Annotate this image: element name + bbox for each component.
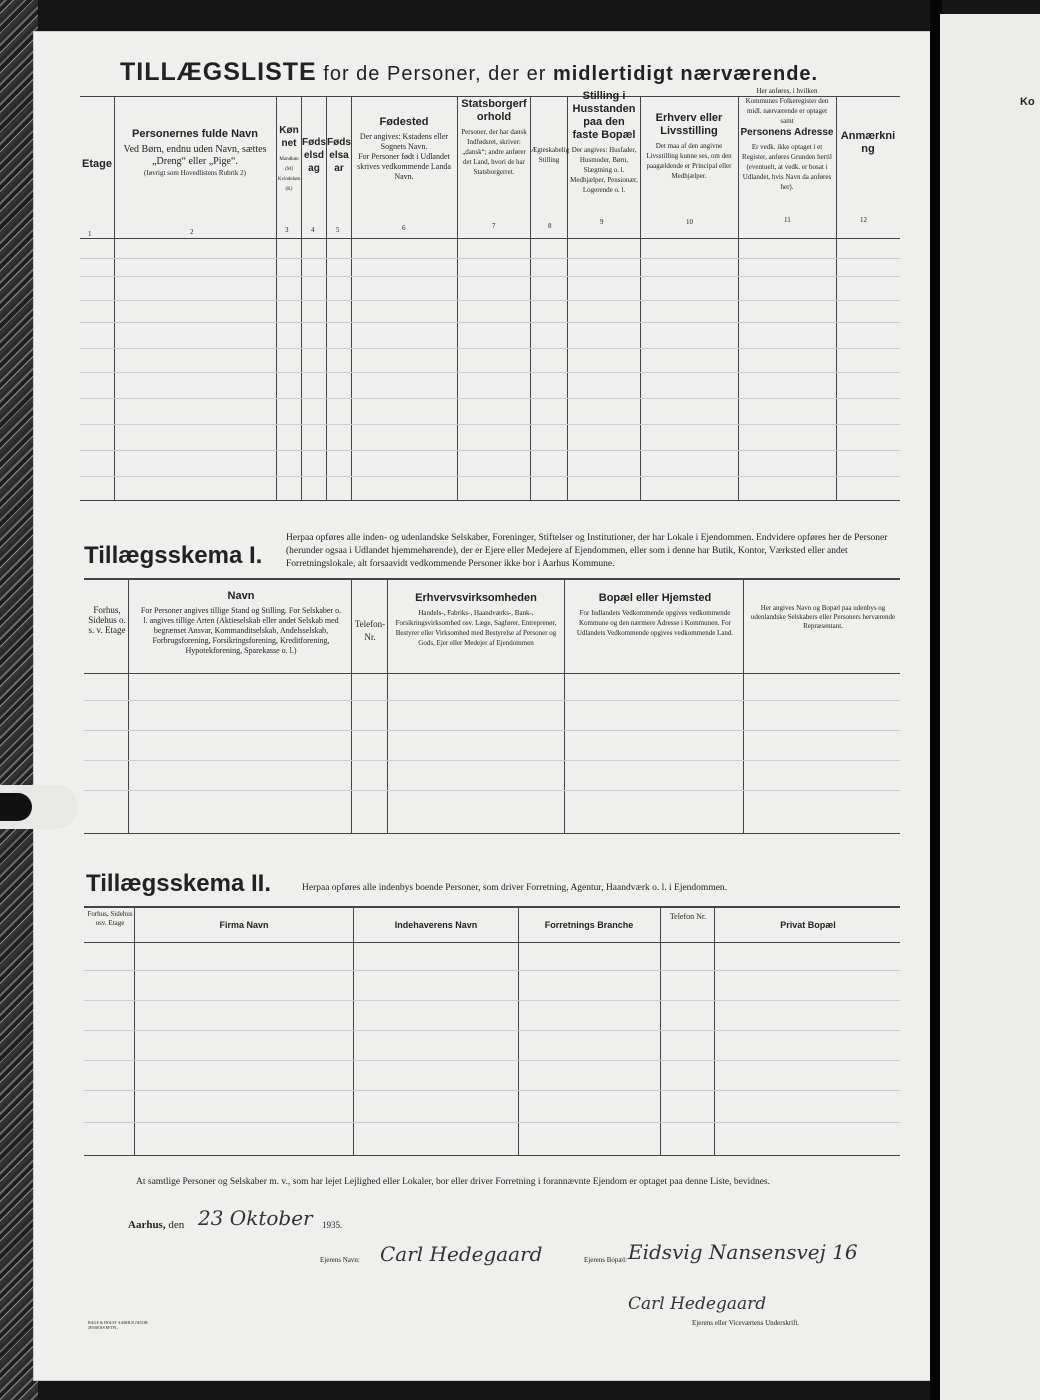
col-household-header: Stilling i Husstanden paa den faste Bopæl Der angives: Husfader, Husmoder, Børn, Slægtning o. l. Medhjælper, Pensionær, Logerende o. l. — [570, 90, 638, 194]
declaration-text: At samtlige Personer og Selskaber m. v., som har lejet Lejlighed eller Lokaler, bor eller driver Forretning i forannævnte Ejendom er optaget paa denne Liste, bevidnes. — [136, 1177, 770, 1187]
col-address-header: Her anføres, i hvilken Kommunes Folkeregister den midl. nærværende er optaget samt Personens Adresse Er vedk. ikke optaget i et Register, anføres Grunden hertil (eventuelt, at vedk. er bosat i Udlandet, hvis Navn da anføres her). — [740, 87, 834, 191]
owner-address-handwritten: Eidsvig Nansensvej 16 — [628, 1240, 858, 1264]
skema1-phone-header: Telefon-Nr. — [354, 619, 386, 642]
skema1-business-header: Erhvervsvirksomheden Handels-, Fabriks-, Haandværks-, Bank-, Forsikringsvirksomhed osv. Læge, Sagfører, Entreprenør, Bestyrer eller Virksomhed med Bestyrelse af Personer og Gods, Ejer eller Medejer af Ejendommen — [395, 592, 557, 647]
skema2-intro: Herpaa opføres alle indenbys boende Personer, som driver Forretning, Agentur, Haandværk o. l. i Ejendommen. — [302, 883, 728, 893]
signature-handwritten: Carl Hedegaard — [628, 1294, 767, 1314]
skema2-owner-header: Indehaverens Navn — [394, 920, 478, 930]
date-handwritten: 23 Oktober — [198, 1206, 313, 1230]
skema1-floor-header: Forhus, Sidehus o. s. v. Etage — [88, 605, 126, 635]
col-citizenship-header: Statsborgerforhold Personer, der har dansk Indfødsret, skriver: „dansk“; andre anfører det Land, hvori de har Statsborgerret. — [461, 98, 527, 176]
col-etage-header: Etage — [82, 158, 112, 170]
col-marital-header: Ægteskabelig Stilling — [531, 146, 570, 164]
marbled-binding — [0, 0, 38, 1400]
owner-name-label: Ejerens Navn: — [320, 1256, 360, 1264]
table-header-rule — [80, 238, 900, 239]
skema2-firm-header: Firma Navn — [219, 920, 269, 930]
skema1-rep-header: Her angives Navn og Bopæl paa udenbys og udenlandske Selskabers eller Personers herværende Repræsentant. — [750, 604, 896, 630]
skema1-intro: Herpaa opføres alle inden- og udenlandske Selskaber, Foreninger, Stiftelser og Institutioner, der har Lokale i Ejendommen. Endvidere opføres her de Personer (herunder ogsaa i Udlandet hjemmehørende), der er Ejere eller Medejere af Ejendommen, eller som i denne har Butik, Kontor, Værksted eller andet Forretningslokale, alt forsaavidt vedkommende Personer ikke bor i Aarhus Kommune. — [286, 533, 888, 569]
page-title: TILLÆGSLISTE for de Personer, der er midlertidigt nærværende. — [120, 58, 819, 86]
skema1-name-header: Navn For Personer angives tillige Stand og Stilling. For Selskaber o. l. angives tillige Arten (Aktieselskab eller andet Selskab med begrænset Ansvar, Kommanditselskab, Andelsselskab, Forbrugsforening, Forsikringsforening, Kreditforening, Hypotekforening, Sparekasse o. l.) — [140, 590, 342, 655]
col-birthyear-header: Fødselsaar — [327, 137, 351, 174]
next-page-text: Ko — [1020, 96, 1035, 108]
col-birthday-header: Fødselsdag — [302, 137, 326, 174]
owner-address-label: Ejerens Bopæl: — [584, 1256, 627, 1264]
col-gender-header: Kønnet Mandkøn (M) Kvindekøn (K) — [277, 125, 301, 192]
skema2-title: Tillægsskema II. — [86, 870, 271, 897]
col-birthplace-header: Fødested Der angives: Kstadens eller Sognets Navn. For Personer født i Udlandet skrives vedkommende Landa Navn. — [357, 116, 451, 181]
skema2-floor-header: Forhus, Sidehus osv. Etage — [87, 910, 133, 927]
col-name-header: Personernes fulde Navn Ved Børn, endnu uden Navn, sættes „Dreng“ eller „Pige“. (Iøvrigt som Hovedlistens Rubrik 2) — [123, 128, 267, 177]
skema2-branch-header: Forretnings Branche — [544, 920, 634, 930]
next-page-edge — [940, 14, 1040, 1400]
printer-mark: BAGE & HOLST AARHUS JACOB JENSENS EFTFL. — [88, 1320, 148, 1330]
index-tab — [0, 785, 78, 829]
signature-label: Ejerens eller Viceværtens Underskrift. — [692, 1319, 800, 1327]
skema2-phone-header: Telefon Nr. — [669, 912, 707, 921]
date-line: Aarhus, den — [128, 1219, 185, 1231]
col-occupation-header: Erhverv eller Livsstilling Det maa af den angivne Livsstilling kunne ses, om den paagældende er Principal eller Medhjælper. — [646, 112, 732, 180]
owner-name-handwritten: Carl Hedegaard — [380, 1242, 543, 1266]
skema2-private-header: Privat Bopæl — [780, 920, 836, 930]
table-bottom-rule — [80, 500, 900, 501]
skema1-title: Tillægsskema I. — [84, 542, 263, 569]
skema1-residence-header: Bopæl eller Hjemsted For Indlandets Vedkommende opgives vedkommende Kommune og den nærmere Adresse i Kommunen. For Udlandets Vedkommende opgives vedkommende Land. — [576, 592, 734, 637]
year-text: 1935. — [322, 1220, 343, 1230]
col-remarks-header: Anmærkning — [840, 130, 896, 155]
